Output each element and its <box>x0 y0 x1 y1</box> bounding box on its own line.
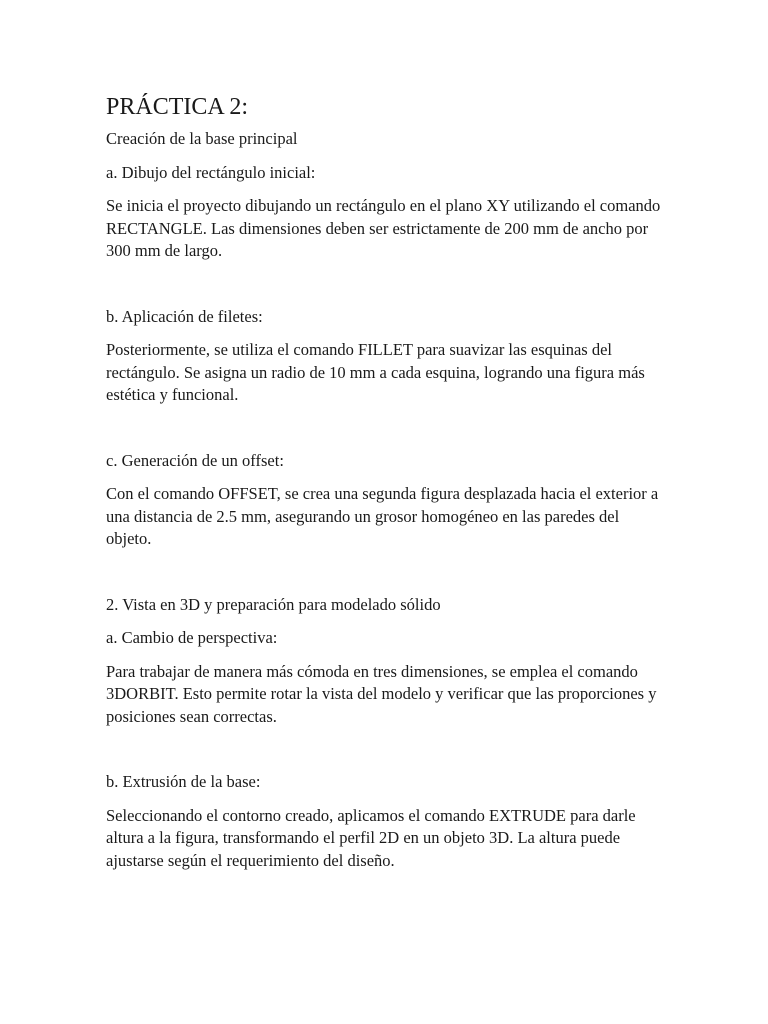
spacer <box>106 418 666 450</box>
section1-b-heading: b. Aplicación de filetes: <box>106 306 263 326</box>
spacer <box>106 562 666 594</box>
section2-a-text: Para trabajar de manera más cómoda en tres dimensiones, se emplea el comando 3DORBIT. Esto permite rotar la vista del modelo y verificar que las proporciones y posiciones sean correctas. <box>106 661 657 726</box>
section1-a-heading: a. Dibujo del rectángulo inicial: <box>106 162 316 182</box>
section2-a-heading: a. Cambio de perspectiva: <box>106 628 278 647</box>
section1-b-text: Posteriormente, se utiliza el comando FILLET para suavizar las esquinas del rectángulo. Se asigna un radio de 10 mm a cada esquina, logrando una figura más estética y funcional. <box>106 340 645 404</box>
section1-c-text: Con el comando OFFSET, se crea una segunda figura desplazada hacia el exterior a una distancia de 2.5 mm, asegurando un grosor homogéneo en las paredes del objeto. <box>106 484 659 548</box>
section2-heading: 2. Vista en 3D y preparación para modelado sólido <box>106 594 441 614</box>
section2-b-text: Seleccionando el contorno creado, aplicamos el comando EXTRUDE para darle altura a la figura, transformando el perfil 2D en un objeto 3D. La altura puede ajustarse según el requerimiento del diseño. <box>106 805 636 870</box>
document-title: PRÁCTICA 2: <box>106 94 249 120</box>
section1-heading: Creación de la base principal <box>106 129 298 148</box>
document-page <box>106 92 666 883</box>
spacer <box>106 274 666 306</box>
spacer <box>106 739 666 771</box>
section1-c-heading: c. Generación de un offset: <box>106 450 284 470</box>
section2-b-heading: b. Extrusión de la base: <box>106 772 261 791</box>
section1-a-text: Se inicia el proyecto dibujando un rectángulo en el plano XY utilizando el comando RECTANGLE. Las dimensiones deben ser estrictamente de 200 mm de ancho por 300 mm de largo. <box>106 196 661 260</box>
